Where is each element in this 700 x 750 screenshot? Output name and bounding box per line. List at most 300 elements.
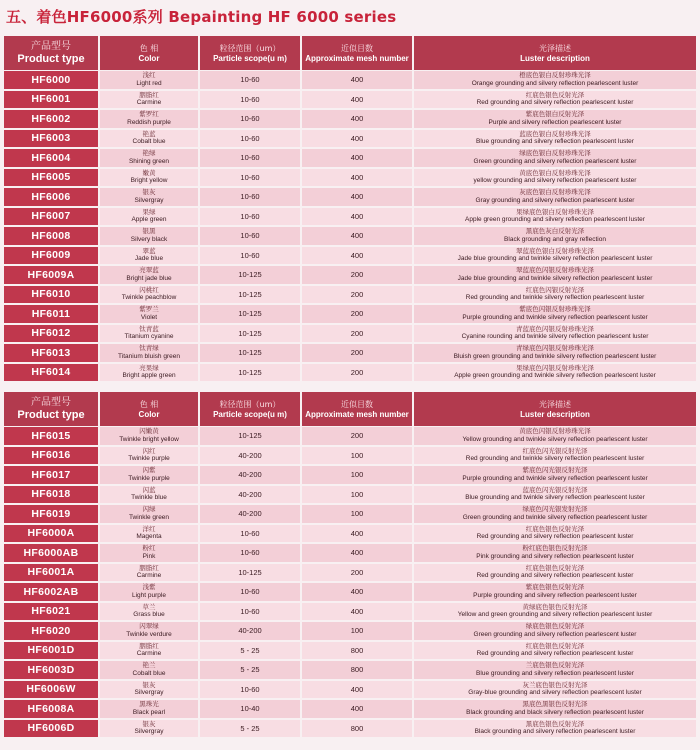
luster-cn: 紫底色闪银反射珍珠光泽 [519, 305, 591, 314]
table-row [4, 187, 696, 207]
header-mesh [302, 392, 412, 426]
table-row [4, 343, 696, 363]
color-cell [100, 91, 198, 109]
luster-en: Black grounding and silvery reflection pearlescent luster [474, 728, 636, 736]
mesh-number: 400 [302, 700, 412, 718]
header-en: Product type [17, 53, 85, 65]
color-cell [100, 130, 198, 148]
product-code: HF6021 [4, 603, 98, 621]
luster-cell [414, 544, 696, 562]
table-row [4, 719, 696, 739]
page-title: 五、着色HF6000系列 Bepainting HF 6000 series [6, 8, 397, 26]
color-en: Apple green [131, 216, 167, 224]
color-cell [100, 364, 198, 382]
product-code: HF6000AB [4, 544, 98, 562]
mesh-number: 200 [302, 266, 412, 284]
color-en: Reddish purple [127, 118, 171, 126]
luster-en: Blue grounding and twinkle silvery reflection pearlescent luster [465, 494, 645, 502]
color-cell [100, 466, 198, 484]
product-code: HF6011 [4, 305, 98, 323]
table-row [4, 265, 696, 285]
product-code: HF6001D [4, 642, 98, 660]
header-cn: 色 相 [139, 43, 159, 53]
color-en: Carmine [136, 572, 162, 580]
color-en: Carmine [136, 650, 162, 658]
color-cell [100, 427, 198, 445]
table-row [4, 699, 696, 719]
particle-scope: 10-60 [200, 227, 300, 245]
color-cell [100, 149, 198, 167]
header-en: Product type [17, 409, 85, 421]
particle-scope: 10-60 [200, 169, 300, 187]
table-row [4, 426, 696, 446]
color-cn: 亮果绿 [139, 363, 159, 372]
table-header [4, 36, 696, 70]
color-en: Titanium cyanine [124, 333, 174, 341]
color-cn: 闪嫩黄 [139, 427, 159, 436]
mesh-number: 200 [302, 564, 412, 582]
table-row [4, 641, 696, 661]
particle-scope: 10-60 [200, 603, 300, 621]
luster-en: yellow grounding and silvery reflection pearlescent luster [473, 177, 637, 185]
table-row [4, 465, 696, 485]
particle-scope: 10-125 [200, 266, 300, 284]
table-header [4, 392, 696, 426]
table-row [4, 504, 696, 524]
color-cell [100, 700, 198, 718]
color-en: Twinkle purple [128, 474, 170, 482]
color-en: Black pearl [132, 708, 166, 716]
table-body [4, 426, 696, 738]
header-color [100, 36, 198, 70]
header-cn: 粒径范围（um） [219, 43, 281, 53]
mesh-number: 400 [302, 130, 412, 148]
mesh-number: 200 [302, 305, 412, 323]
color-cell [100, 110, 198, 128]
luster-cn: 绿底色闪光银发射光泽 [522, 505, 588, 514]
color-en: Bright apple green [122, 372, 176, 380]
luster-cn: 翠蓝底色闪银反射珍珠光泽 [516, 266, 594, 275]
color-en: Magenta [136, 533, 162, 541]
table-row [4, 446, 696, 466]
header-en: Approximate mesh number [305, 53, 409, 63]
luster-cell [414, 305, 696, 323]
product-code: HF6009A [4, 266, 98, 284]
color-en: Light purple [132, 591, 166, 599]
mesh-number: 100 [302, 622, 412, 640]
color-en: Light red [136, 79, 162, 87]
header-product-type [4, 392, 98, 426]
mesh-number: 400 [302, 208, 412, 226]
particle-scope: 10-40 [200, 700, 300, 718]
table-row [4, 524, 696, 544]
table-row [4, 207, 696, 227]
particle-scope: 10-60 [200, 247, 300, 265]
color-cn: 紫罗红 [139, 110, 159, 119]
luster-en: Purple and silvery reflection pearlescent luster [488, 118, 622, 126]
particle-scope: 10-60 [200, 110, 300, 128]
color-cn: 胭脂红 [139, 641, 159, 650]
mesh-number: 400 [302, 603, 412, 621]
table-row [4, 148, 696, 168]
color-en: Cobalt blue [132, 669, 166, 677]
color-cell [100, 266, 198, 284]
color-cell [100, 661, 198, 679]
luster-cell [414, 661, 696, 679]
luster-cn: 兰底色银色反射光泽 [525, 661, 585, 670]
header-particle-scope [200, 36, 300, 70]
luster-cell [414, 344, 696, 362]
luster-cell [414, 325, 696, 343]
luster-cell [414, 286, 696, 304]
color-en: Violet [140, 313, 158, 321]
header-cn: 产品型号 [31, 41, 71, 52]
mesh-number: 400 [302, 583, 412, 601]
particle-scope: 10-60 [200, 91, 300, 109]
product-code: HF6019 [4, 505, 98, 523]
table-row [4, 680, 696, 700]
product-code: HF6008 [4, 227, 98, 245]
color-cn: 钛青绿 [139, 344, 159, 353]
luster-cell [414, 447, 696, 465]
table-row [4, 285, 696, 305]
mesh-number: 400 [302, 91, 412, 109]
mesh-number: 200 [302, 344, 412, 362]
table-row [4, 226, 696, 246]
color-en: Silvergray [134, 196, 164, 204]
luster-en: Pink grounding and silvery reflection pearlescent luster [476, 552, 634, 560]
product-code: HF6014 [4, 364, 98, 382]
luster-cell [414, 149, 696, 167]
luster-cell [414, 486, 696, 504]
particle-scope: 10-60 [200, 681, 300, 699]
luster-cn: 紫底色银色反射光泽 [525, 583, 585, 592]
color-en: Grass blue [133, 611, 165, 619]
product-code: HF6009 [4, 247, 98, 265]
table-row [4, 543, 696, 563]
luster-en: Jade blue grounding and twinkle silvery reflection pearlescent luster [457, 255, 653, 263]
color-en: Twinkle verdure [126, 630, 172, 638]
table-row [4, 304, 696, 324]
product-code: HF6002AB [4, 583, 98, 601]
luster-en: Blue grounding and silvery reflection pearlescent luster [476, 138, 634, 146]
color-cell [100, 208, 198, 226]
luster-cell [414, 564, 696, 582]
luster-cell [414, 130, 696, 148]
header-en: Luster description [520, 53, 590, 63]
luster-en: Red grounding and twinkle silvery reflection pearlescent luster [465, 294, 645, 302]
mesh-number: 100 [302, 486, 412, 504]
color-en: Bright yellow [130, 177, 168, 185]
luster-en: Gray-blue grounding and silvery reflection pearlescent luster [468, 689, 642, 697]
particle-scope: 10-60 [200, 130, 300, 148]
particle-scope: 10-125 [200, 325, 300, 343]
luster-cell [414, 681, 696, 699]
luster-cn: 黑底色灰白反射光泽 [525, 227, 585, 236]
header-cn: 近似目数 [341, 43, 373, 53]
color-cell [100, 169, 198, 187]
luster-cell [414, 583, 696, 601]
table-row [4, 602, 696, 622]
luster-cn: 黑底色银色反射光泽 [525, 719, 585, 728]
color-cn: 艳蓝 [142, 129, 156, 138]
luster-en: Blue grounding and silvery reflection pearlescent luster [476, 669, 634, 677]
particle-scope: 10-125 [200, 564, 300, 582]
particle-scope: 10-125 [200, 344, 300, 362]
color-en: Twinkle purple [128, 455, 170, 463]
color-cn: 闪紫 [142, 466, 156, 475]
header-en: Color [138, 409, 160, 419]
luster-en: Red grounding and silvery reflection pearlescent luster [476, 533, 634, 541]
particle-scope: 5 - 25 [200, 661, 300, 679]
mesh-number: 200 [302, 286, 412, 304]
luster-cn: 翠蓝底色银白反射珍珠光泽 [516, 246, 594, 255]
luster-cell [414, 700, 696, 718]
mesh-number: 800 [302, 642, 412, 660]
header-en: Approximate mesh number [305, 409, 409, 419]
color-cn: 闪红 [142, 446, 156, 455]
luster-cn: 紫底色银白反射光泽 [525, 110, 585, 119]
color-cell [100, 325, 198, 343]
luster-cell [414, 266, 696, 284]
color-en: Cobalt blue [132, 138, 166, 146]
color-en: Jade blue [134, 255, 164, 263]
mesh-number: 200 [302, 325, 412, 343]
mesh-number: 800 [302, 661, 412, 679]
luster-en: Yellow and green grounding and silvery reflection pearlescent luster [457, 611, 653, 619]
luster-cn: 绿底色银白反射珍珠光泽 [519, 149, 591, 158]
mesh-number: 400 [302, 71, 412, 89]
particle-scope: 5 - 25 [200, 642, 300, 660]
product-code: HF6013 [4, 344, 98, 362]
color-cell [100, 564, 198, 582]
color-cell [100, 305, 198, 323]
color-cell [100, 486, 198, 504]
color-cell [100, 544, 198, 562]
color-cell [100, 642, 198, 660]
color-cn: 果绿 [142, 207, 156, 216]
luster-cell [414, 642, 696, 660]
luster-cn: 紫底色闪光银反射光泽 [522, 466, 588, 475]
color-en: Bright jade blue [126, 274, 172, 282]
luster-cn: 蓝底色闪光银反射光泽 [522, 485, 588, 494]
table-row [4, 70, 696, 90]
color-en: Silvergray [134, 689, 164, 697]
luster-en: Red grounding and silvery reflection pearlescent luster [476, 650, 634, 658]
luster-cell [414, 505, 696, 523]
header-luster [414, 36, 696, 70]
luster-cn: 黄底色闪银反射珍珠光泽 [519, 427, 591, 436]
product-code: HF6003D [4, 661, 98, 679]
table-row [4, 324, 696, 344]
color-cn: 浅红 [142, 71, 156, 80]
color-cn: 闪绿 [142, 505, 156, 514]
luster-cell [414, 427, 696, 445]
mesh-number: 400 [302, 188, 412, 206]
product-code: HF6004 [4, 149, 98, 167]
particle-scope: 10-60 [200, 71, 300, 89]
particle-scope: 40-200 [200, 447, 300, 465]
mesh-number: 400 [302, 149, 412, 167]
mesh-number: 100 [302, 505, 412, 523]
color-cell [100, 227, 198, 245]
product-table-1 [4, 36, 696, 382]
color-cell [100, 681, 198, 699]
particle-scope: 10-60 [200, 149, 300, 167]
product-code: HF6000 [4, 71, 98, 89]
luster-cell [414, 91, 696, 109]
header-cn: 产品型号 [31, 397, 71, 408]
luster-cn: 黑底色黑银色反射光泽 [522, 700, 588, 709]
luster-en: Purple grounding and twinkle silvery reflection pearlescent luster [462, 474, 648, 482]
header-cn: 粒径范围（um） [219, 399, 281, 409]
luster-cn: 红底色银色反射光泽 [525, 524, 585, 533]
luster-cell [414, 169, 696, 187]
luster-cell [414, 188, 696, 206]
color-en: Titanium bluish green [118, 352, 180, 360]
table-row [4, 90, 696, 110]
product-code: HF6007 [4, 208, 98, 226]
color-cn: 闪蓝 [142, 485, 156, 494]
mesh-number: 400 [302, 110, 412, 128]
color-cell [100, 344, 198, 362]
table-row [4, 563, 696, 583]
header-color [100, 392, 198, 426]
luster-cell [414, 622, 696, 640]
particle-scope: 40-200 [200, 466, 300, 484]
luster-cell [414, 110, 696, 128]
luster-en: Red grounding and silvery reflection pearlescent luster [476, 99, 634, 107]
luster-en: Black grounding and gray reflection [504, 235, 606, 243]
table-row [4, 363, 696, 383]
product-code: HF6005 [4, 169, 98, 187]
color-en: Shining green [128, 157, 170, 165]
luster-en: Purple grounding and silvery reflection pearlescent luster [473, 591, 637, 599]
particle-scope: 10-125 [200, 364, 300, 382]
luster-en: Yellow grounding and twinkle silvery reflection pearlescent luster [462, 435, 648, 443]
luster-cn: 果绿底色银白反射珍珠光泽 [516, 207, 594, 216]
particle-scope: 10-60 [200, 208, 300, 226]
mesh-number: 400 [302, 544, 412, 562]
color-cn: 粉红 [142, 544, 156, 553]
luster-cn: 红底色闪光银反射光泽 [522, 446, 588, 455]
header-mesh [302, 36, 412, 70]
luster-cell [414, 720, 696, 738]
color-cn: 艳绿 [142, 149, 156, 158]
particle-scope: 10-125 [200, 427, 300, 445]
luster-cn: 黄底色银白反射珍珠光泽 [519, 168, 591, 177]
color-cn: 紫罗兰 [139, 305, 159, 314]
table-row [4, 485, 696, 505]
mesh-number: 400 [302, 247, 412, 265]
luster-cn: 粉红底色银色反射光泽 [522, 544, 588, 553]
luster-en: Bluish green grounding and twinkle silvery reflection pearlescent luster [453, 352, 657, 360]
color-cell [100, 603, 198, 621]
header-cn: 光泽描述 [539, 399, 571, 409]
luster-en: Black grounding and black silvery reflection pearlescent luster [466, 708, 644, 716]
product-table-2 [4, 392, 696, 738]
particle-scope: 40-200 [200, 505, 300, 523]
table-row [4, 582, 696, 602]
color-cn: 闪翠绿 [139, 622, 159, 631]
mesh-number: 800 [302, 720, 412, 738]
color-en: Twinkle peachblow [121, 294, 177, 302]
mesh-number: 400 [302, 227, 412, 245]
luster-cell [414, 227, 696, 245]
luster-en: Orange grounding and silvery reflection pearlescent luster [471, 79, 639, 87]
mesh-number: 400 [302, 525, 412, 543]
product-code: HF6012 [4, 325, 98, 343]
luster-en: Green grounding and silvery reflection pearlescent luster [473, 630, 637, 638]
luster-en: Jade blue grounding and twinkle silvery reflection pearlescent luster [457, 274, 653, 282]
color-en: Pink [142, 552, 156, 560]
color-en: Twinkle blue [131, 494, 167, 502]
mesh-number: 100 [302, 466, 412, 484]
mesh-number: 200 [302, 364, 412, 382]
header-en: Color [138, 53, 160, 63]
header-en: Particle scope(u m) [213, 409, 287, 419]
color-cn: 银灰 [142, 680, 156, 689]
color-cell [100, 188, 198, 206]
color-en: Carmine [136, 99, 162, 107]
color-cn: 嫩黄 [142, 168, 156, 177]
color-cell [100, 720, 198, 738]
particle-scope: 10-60 [200, 525, 300, 543]
product-code: HF6001A [4, 564, 98, 582]
particle-scope: 10-125 [200, 305, 300, 323]
color-cn: 胭脂红 [139, 90, 159, 99]
color-cell [100, 71, 198, 89]
table-row [4, 168, 696, 188]
header-cn: 色 相 [139, 399, 159, 409]
color-cell [100, 247, 198, 265]
color-en: Silvery black [130, 235, 168, 243]
color-cell [100, 505, 198, 523]
luster-cn: 灰兰底色银色反射光泽 [522, 680, 588, 689]
color-cell [100, 583, 198, 601]
luster-cell [414, 525, 696, 543]
color-cn: 胭脂红 [139, 563, 159, 572]
luster-cn: 青蓝底色闪银反射珍珠光泽 [516, 324, 594, 333]
particle-scope: 10-60 [200, 544, 300, 562]
luster-cell [414, 466, 696, 484]
product-code: HF6015 [4, 427, 98, 445]
color-cell [100, 525, 198, 543]
color-cn: 银黑 [142, 227, 156, 236]
color-cell [100, 286, 198, 304]
color-en: Twinkle bright yellow [119, 435, 179, 443]
table-row [4, 660, 696, 680]
header-luster [414, 392, 696, 426]
table-row [4, 621, 696, 641]
luster-cell [414, 208, 696, 226]
color-en: Silvergray [134, 728, 164, 736]
product-code: HF6006W [4, 681, 98, 699]
particle-scope: 10-125 [200, 286, 300, 304]
mesh-number: 200 [302, 427, 412, 445]
header-en: Particle scope(u m) [213, 53, 287, 63]
luster-en: Cyanine rounding and twinkle silvery reflection pearlescent luster [461, 333, 649, 341]
color-cn: 翠蓝 [142, 246, 156, 255]
mesh-number: 400 [302, 169, 412, 187]
color-cn: 洋红 [142, 524, 156, 533]
color-cn: 银灰 [142, 188, 156, 197]
luster-cell [414, 71, 696, 89]
luster-cell [414, 364, 696, 382]
particle-scope: 40-200 [200, 486, 300, 504]
color-cn: 亮翠蓝 [139, 266, 159, 275]
luster-cn: 青绿底色闪银反射珍珠光泽 [516, 344, 594, 353]
